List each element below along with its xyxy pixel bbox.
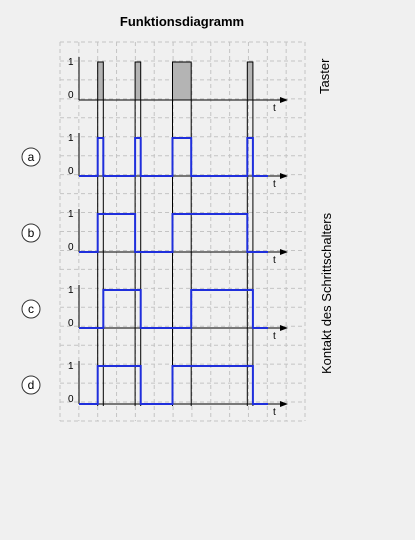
taster-level-low: 0 (68, 90, 74, 101)
row-b-level-high: 1 (68, 209, 74, 220)
row-d-level-high: 1 (68, 361, 74, 372)
variant-label-b: b (27, 226, 35, 240)
taster-side-label: Taster (317, 58, 332, 94)
taster-level-high: 1 (68, 57, 74, 68)
taster-pulse (173, 62, 192, 100)
row-b-time-label: t (273, 255, 276, 266)
variant-label-a: a (27, 150, 35, 164)
taster-pulse (247, 62, 253, 100)
row-b-level-low: 0 (68, 242, 74, 253)
row-c-time-label: t (273, 331, 276, 342)
row-c-level-low: 0 (68, 318, 74, 329)
waveform-d (79, 366, 268, 404)
diagram-title: Funktionsdiagramm (119, 14, 245, 29)
contacts-side-label: Kontakt des Schrittschalters (319, 212, 334, 374)
taster-time-label: t (273, 103, 276, 114)
variant-label-c: c (28, 302, 34, 316)
waveform-b (79, 214, 268, 252)
row-d-time-label: t (273, 407, 276, 418)
row-a-level-low: 0 (68, 166, 74, 177)
taster-pulse (98, 62, 104, 100)
row-a-level-high: 1 (68, 133, 74, 144)
row-c-level-high: 1 (68, 285, 74, 296)
row-d-level-low: 0 (68, 394, 74, 405)
waveform-a (79, 138, 268, 176)
row-a-time-label: t (273, 179, 276, 190)
taster-pulse (135, 62, 141, 100)
variant-label-d: d (27, 378, 35, 392)
